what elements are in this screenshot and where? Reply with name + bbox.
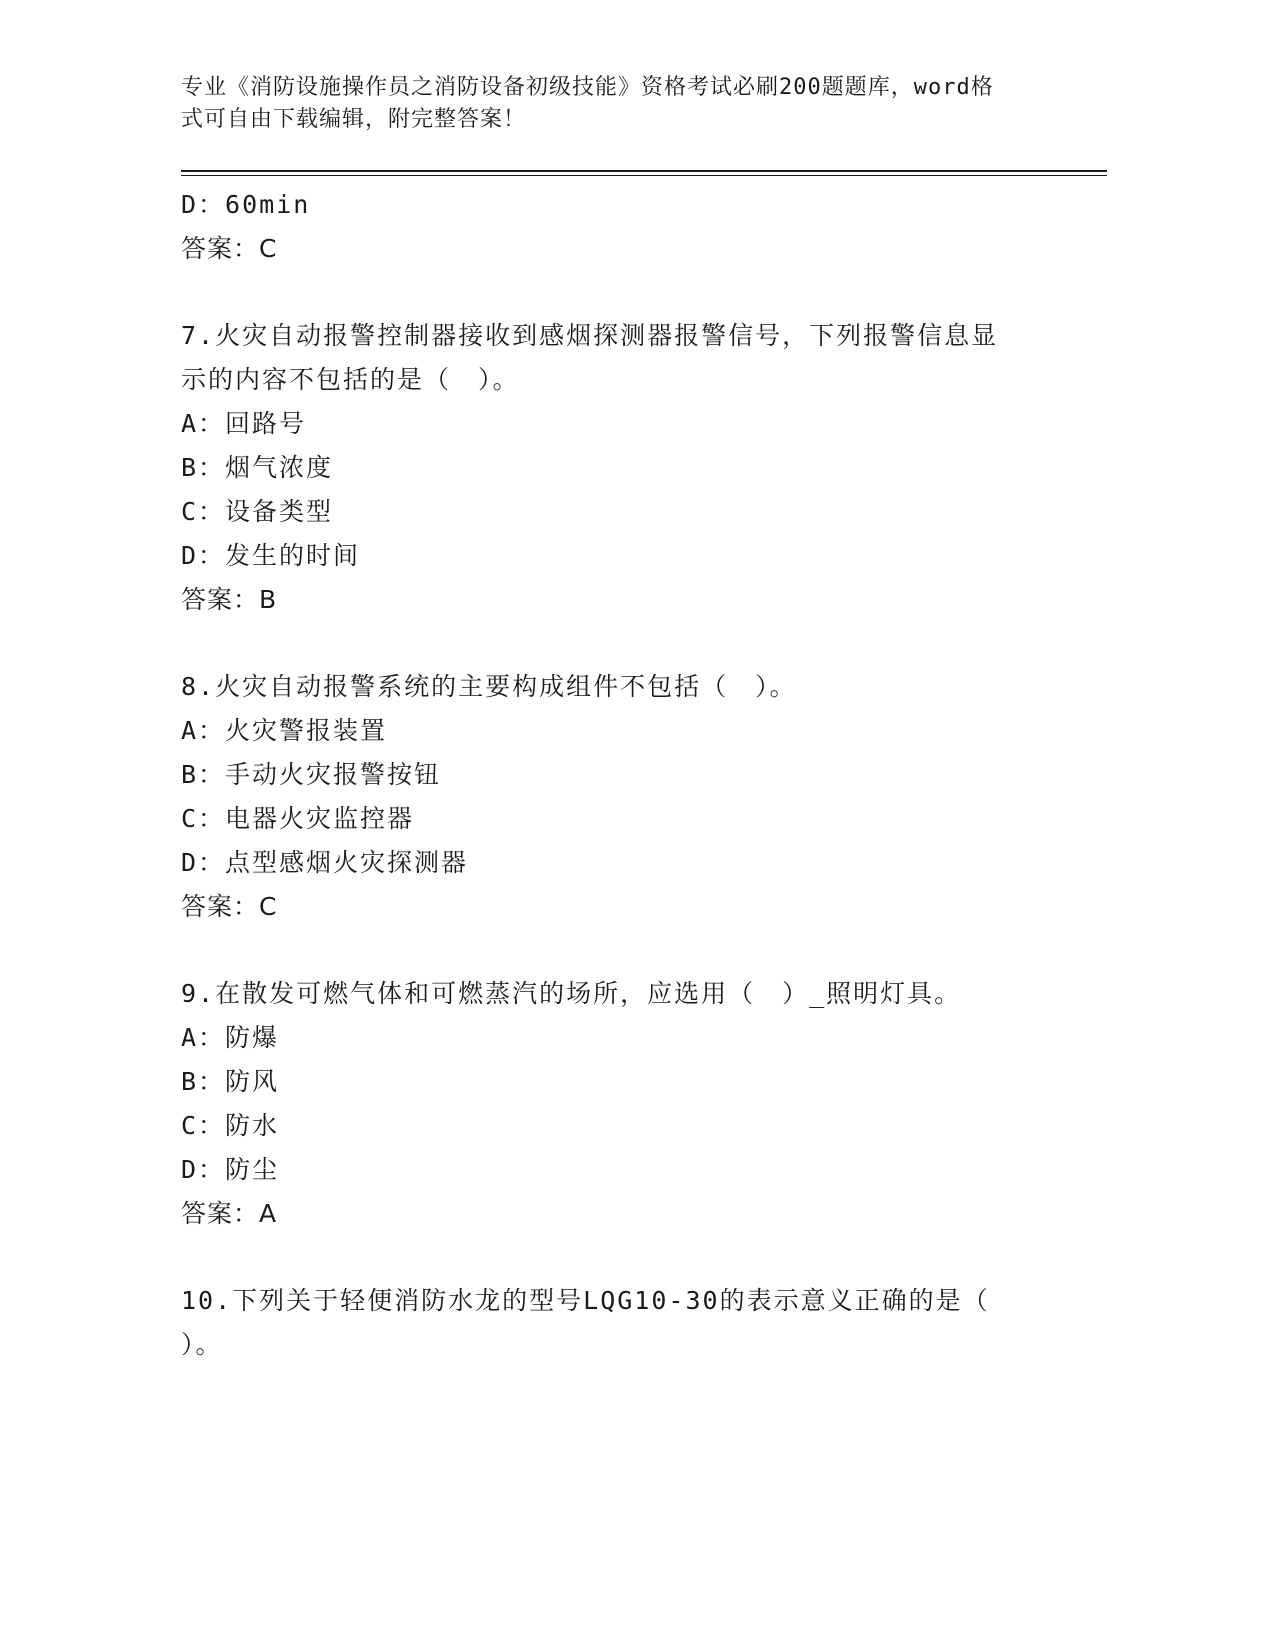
spacer (181, 271, 1041, 314)
option-a: A：防爆 (181, 1023, 280, 1052)
option-c: C：防水 (181, 1111, 280, 1140)
question-stem-line-1: 9.在散发可燃气体和可燃蒸汽的场所，应选用（ ）_照明灯具。 (181, 979, 962, 1008)
answer-line: 答案：B (181, 585, 278, 614)
option-d: D：防尘 (181, 1155, 280, 1184)
option-d: D：点型感烟火灾探测器 (181, 848, 469, 877)
question-stem-line-2: 示的内容不包括的是（ ）。 (181, 365, 520, 394)
answer-line: 答案：C (181, 234, 278, 263)
question-8 (181, 665, 1041, 929)
header-line-2: 式可自由下载编辑，附完整答案！ (181, 107, 527, 132)
option-b: B：防风 (181, 1067, 280, 1096)
option-c: C：设备类型 (181, 497, 334, 526)
header-rule-thin (181, 175, 1107, 176)
header-line-1: 专业《消防设施操作员之消防设备初级技能》资格考试必刷200题题库，word格 (181, 75, 994, 100)
header-rule-thick (181, 170, 1107, 172)
answer-line: 答案：A (181, 1199, 278, 1228)
previous-question-tail (181, 183, 1041, 271)
option-d: D：60min (181, 190, 311, 219)
document-header (181, 72, 1041, 136)
question-stem-line-2: ）。 (181, 1330, 223, 1359)
question-9 (181, 972, 1041, 1236)
question-7 (181, 314, 1041, 622)
question-stem-line-1: 10.下列关于轻便消防水龙的型号LQG10-30的表示意义正确的是（ (181, 1286, 990, 1315)
option-b: B：烟气浓度 (181, 453, 334, 482)
option-c: C：电器火灾监控器 (181, 804, 415, 833)
option-b: B：手动火灾报警按钮 (181, 760, 442, 789)
option-d: D：发生的时间 (181, 541, 361, 570)
spacer (181, 622, 1041, 665)
question-stem-line-1: 8.火灾自动报警系统的主要构成组件不包括（ ）。 (181, 672, 797, 701)
option-a: A：回路号 (181, 409, 307, 438)
answer-line: 答案：C (181, 892, 278, 921)
spacer (181, 929, 1041, 972)
spacer (181, 1236, 1041, 1279)
question-stem-line-1: 7.火灾自动报警控制器接收到感烟探测器报警信号，下列报警信息显 (181, 321, 999, 350)
option-a: A：火灾警报装置 (181, 716, 388, 745)
question-10 (181, 1279, 1041, 1367)
question-list (181, 183, 1041, 1367)
